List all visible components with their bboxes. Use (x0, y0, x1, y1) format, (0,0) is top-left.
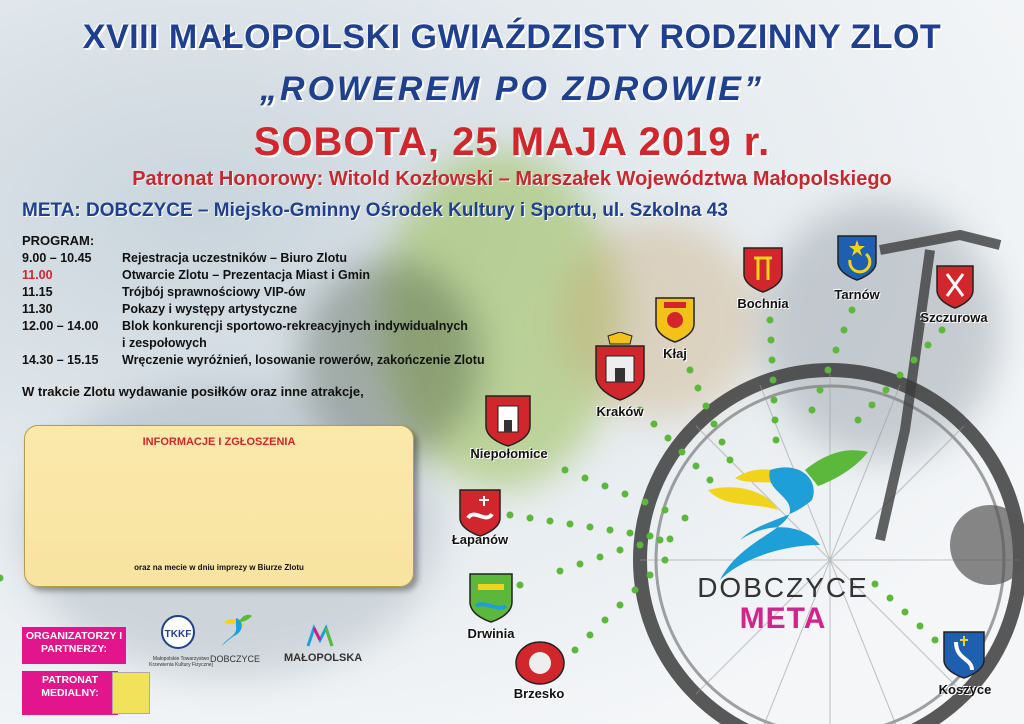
program-text: Rejestracja uczestników – Biuro Zlotu (122, 251, 348, 265)
program-row (22, 352, 485, 369)
program-text: Trójbój sprawnościowy VIP-ów (122, 285, 306, 299)
city-label-koszyce: Koszyce (938, 682, 992, 697)
program-time: 11.15 (22, 285, 53, 299)
info-box-heading: INFORMACJE I ZGŁOSZENIA (142, 436, 296, 448)
krakow-crest-icon (594, 332, 646, 402)
city-label-lapanow: Łapanów (451, 532, 509, 547)
brzesko-crest-icon (514, 640, 566, 686)
program-time (22, 335, 122, 352)
dobczyce-small-logo (214, 610, 254, 650)
szczurowa-crest-icon (935, 264, 975, 310)
program-text: Wręczenie wyróżnień, losowanie rowerów, zakończenie Zlotu (122, 353, 485, 367)
mtkkf-caption: Małopolskie Towarzystwo Krzewienia Kultury Fizycznej (149, 656, 213, 668)
route-dots-tarnow (809, 307, 856, 414)
program-row (22, 250, 485, 267)
malopolska-caption: MAŁOPOLSKA (284, 652, 363, 664)
info-box-footer: oraz na mecie w dniu imprezy w Biurze Zlotu (134, 563, 304, 572)
program-row (22, 301, 485, 318)
malopolska-logo (306, 624, 334, 648)
program-row (22, 267, 485, 284)
city-label-niepolomice: Niepołomice (470, 446, 548, 461)
program-time: 11.30 (22, 302, 53, 316)
city-label-tarnow: Tarnów (834, 287, 880, 302)
city-label-szczurowa: Szczurowa (920, 310, 988, 325)
program-footer: W trakcie Zlotu wydawanie posiłków oraz inne atrakcje, (22, 384, 364, 399)
finish-town-name: DOBCZYCE (697, 572, 869, 603)
klaj-crest-icon (654, 296, 696, 344)
program-text: i zespołowych (122, 336, 207, 350)
koszyce-crest-icon (942, 630, 986, 680)
lapanow-crest-icon (458, 488, 502, 538)
svg-text:TKKF: TKKF (164, 629, 192, 640)
program-text: Pokazy i występy artystyczne (122, 302, 298, 316)
event-date: SOBOTA, 25 MAJA 2019 r. (253, 120, 771, 164)
honorary-patron: Patronat Honorowy: Witold Kozłowski – Marszałek Województwa Małopolskiego (132, 168, 892, 190)
city-label-bochnia: Bochnia (737, 296, 789, 311)
program-time: 14.30 – 15.15 (22, 353, 99, 367)
drwinia-crest-icon (468, 572, 514, 624)
event-motto: „ROWEREM PO ZDROWIE” (260, 70, 764, 108)
program-time: 9.00 – 10.45 (22, 251, 92, 265)
program-heading: PROGRAM: (22, 233, 95, 248)
program-time: 11.00 (22, 268, 53, 282)
city-label-klaj: Kłaj (663, 346, 687, 361)
program-text: Blok konkurencji sportowo-rekreacyjnych indywidualnych (122, 319, 468, 333)
dobczyce-logo-mark (708, 450, 868, 580)
mtkkf-logo (160, 612, 196, 654)
finish-label: META (739, 602, 827, 635)
program-row (22, 318, 485, 335)
program-time: 12.00 – 14.00 (22, 319, 99, 333)
tarnow-crest-icon (836, 234, 878, 282)
info-box (24, 425, 414, 587)
niepolomice-crest-icon (484, 394, 532, 448)
bochnia-crest-icon (742, 246, 784, 294)
program-row (22, 335, 485, 352)
finish-location: META: DOBCZYCE – Miejsko-Gminny Ośrodek Kultury i Sportu, ul. Szkolna 43 (22, 200, 728, 221)
program-list (22, 250, 485, 369)
program-text: Otwarcie Zlotu – Prezentacja Miast i Gmin (122, 268, 370, 282)
media-patron-label: PATRONAT MEDIALNY: (22, 671, 118, 715)
program-row (22, 284, 485, 301)
dobczyce-small-caption: DOBCZYCE (209, 654, 260, 664)
event-title: XVIII MAŁOPOLSKI GWIAŹDZISTY RODZINNY ZLOT (82, 18, 942, 56)
organizers-label: ORGANIZATORZY I PARTNERZY: (22, 627, 126, 664)
city-label-drwinia: Drwinia (467, 626, 515, 641)
city-label-brzesko: Brzesko (513, 686, 565, 701)
media-patron-logo (112, 672, 150, 714)
city-label-krakow: Kraków (596, 404, 644, 419)
